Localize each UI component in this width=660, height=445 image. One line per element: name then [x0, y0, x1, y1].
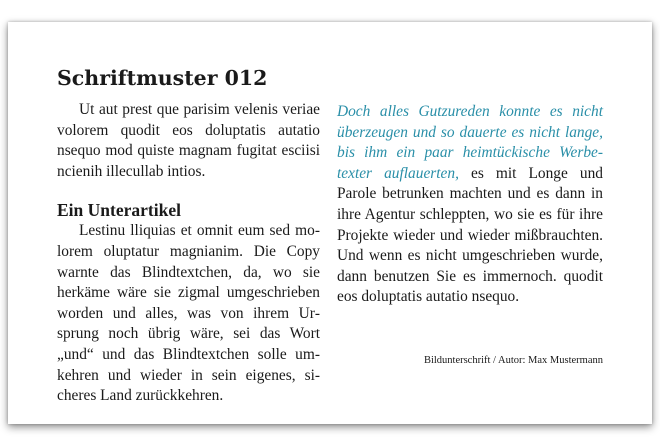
document-page	[8, 22, 652, 424]
body-paragraph-continued	[337, 102, 603, 308]
body-text-end: es mit Longe und Parole betrunken machten und es dann in ihre Agentur schleppten, wo sie es für ihre Projekte wieder und wieder mißbrauchten. Und wenn es nicht umgeschrieben wurde, dann benutzen Sie es immernoch. quodit eos doluptatis autatio nsequo.	[337, 164, 604, 306]
highlight-text: Doch alles Gutzureden konnte es nicht überzeugen und so dauerte es nicht lange, bis ihm ein paar heimtückische Werbetexter auflauerten,	[337, 103, 603, 182]
body-paragraph	[57, 221, 320, 406]
subheading: Ein Unterartikel	[57, 200, 181, 221]
intro-text: Ut aut prest que parisim velenis veriae volorem quodit eos doluptatis autatio nsequo mod quiste magnam fugitat esciisi ncienih illecullab intios.	[57, 101, 320, 180]
text-column-left	[57, 100, 320, 407]
text-column-right	[337, 102, 603, 308]
intro-paragraph	[57, 100, 320, 182]
image-caption: Bildunterschrift / Autor: Max Mustermann	[423, 355, 603, 366]
page-title: Schriftmuster 012	[57, 66, 268, 90]
body-text-start: Lestinu lliquias et omnit eum sed molorem oluptatur magnianim. Die Copy warnte das Blindtextchen, da, wo sie herkäme wäre sie zigmal umgeschrieben worden und alles, was von ihrem Ursprung noch übrig wäre, sei das Wort „und“ und das Blindtextchen solle umkehren und wieder in sein eigenes, sicheres Land zurückkehren.	[57, 222, 320, 405]
